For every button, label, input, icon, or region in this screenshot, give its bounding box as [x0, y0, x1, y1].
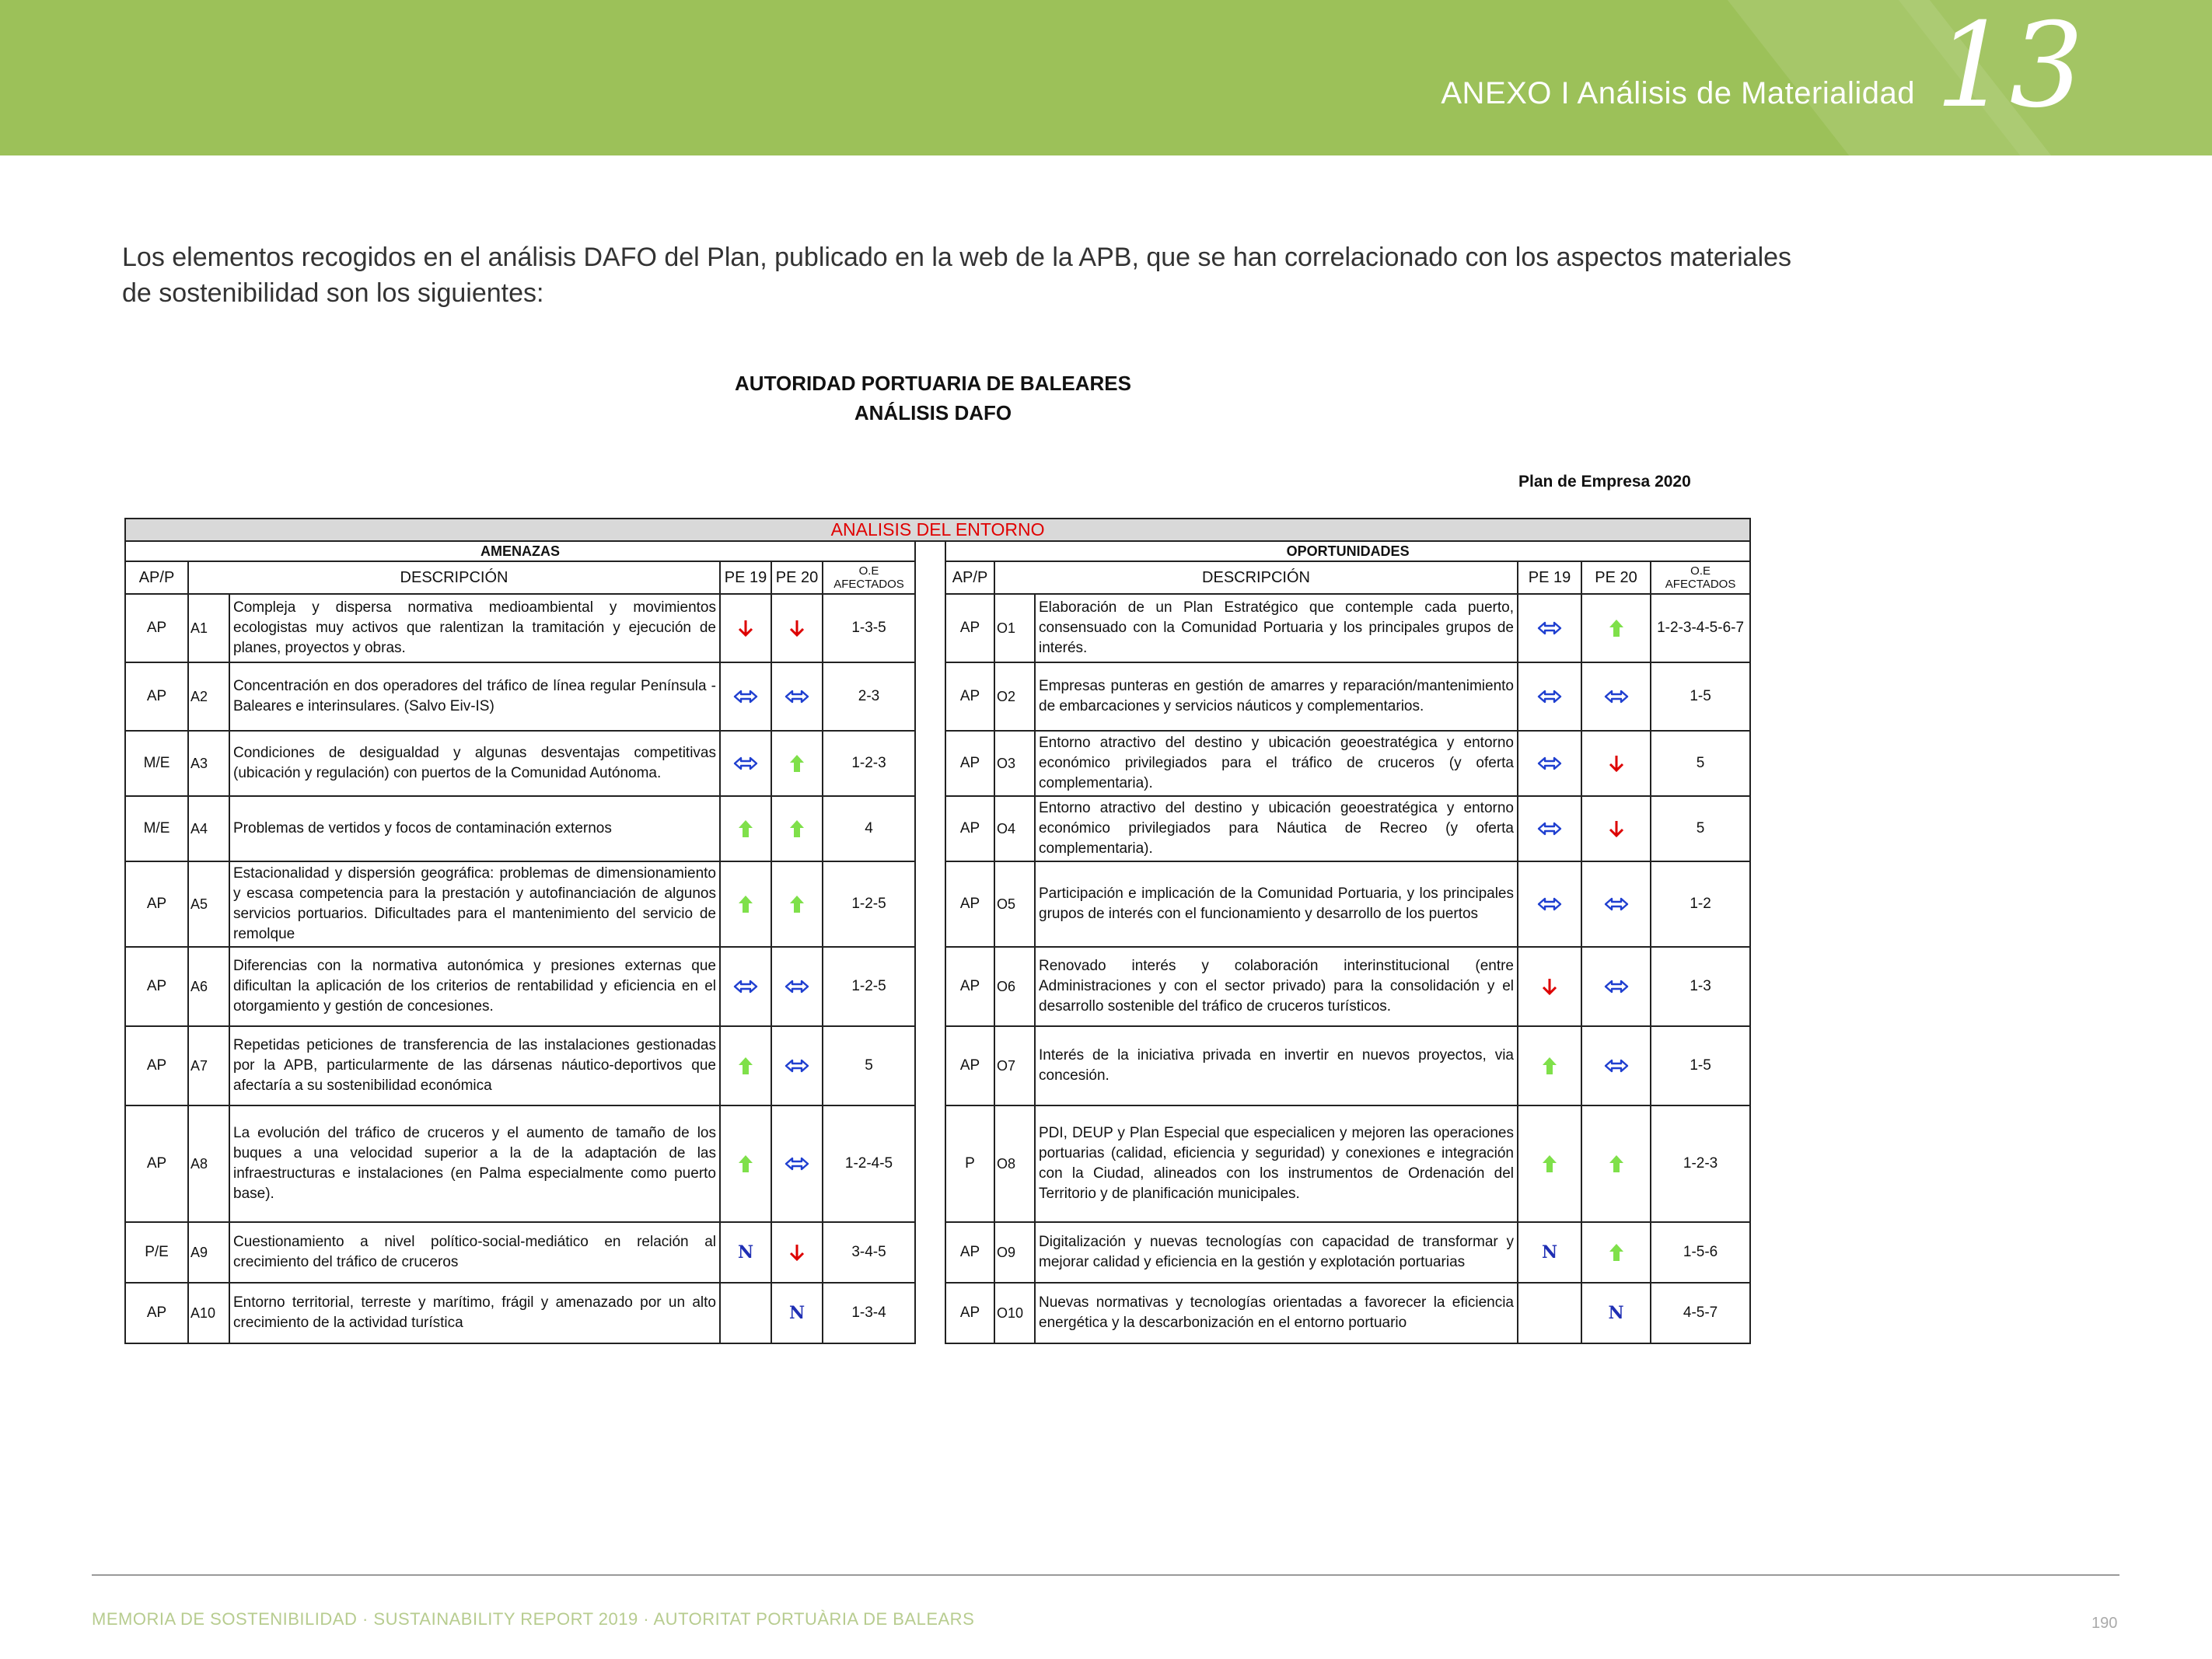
oportunidad-pe19 [1518, 1026, 1581, 1105]
amenaza-code: A4 [188, 796, 229, 861]
column-gap [915, 541, 945, 561]
oportunidad-pe19 [1518, 1222, 1581, 1283]
oportunidad-pe19 [1518, 861, 1581, 947]
down-arrow-icon [1608, 819, 1625, 838]
column-gap [915, 1105, 945, 1222]
table-row [125, 1105, 1750, 1222]
band-title: ANALISIS DEL ENTORNO [125, 519, 1750, 541]
oportunidad-description: Entorno atractivo del destino y ubicación geoestratégica y entorno económico privilegiados para el tráfico de cruceros (y oferta complementaria). [1035, 731, 1518, 796]
up-arrow-icon [1542, 1057, 1557, 1075]
amenaza-oe-afectados: 3-4-5 [823, 1222, 915, 1283]
oportunidad-code: O2 [994, 662, 1035, 731]
oportunidad-pe19 [1518, 662, 1581, 731]
down-arrow-icon [788, 619, 805, 637]
amenaza-apo: AP [125, 1105, 188, 1222]
oportunidad-code: O1 [994, 594, 1035, 662]
oportunidad-pe20 [1581, 1283, 1651, 1343]
table-row [125, 1026, 1750, 1105]
amenaza-pe20 [771, 594, 823, 662]
col-header-oe: O.E AFECTADOS [823, 561, 915, 594]
double-arrow-icon [785, 690, 809, 704]
intro-paragraph: Los elementos recogidos en el análisis DAFO del Plan, publicado en la web de la APB, que se han correlacionado con los aspectos materiales de sostenibilidad son los siguientes: [122, 243, 1792, 308]
up-arrow-icon [789, 819, 805, 838]
document-title [622, 368, 1244, 428]
oportunidad-code: O3 [994, 731, 1035, 796]
up-arrow-icon [738, 1154, 753, 1173]
col-header-apo: AP/P [945, 561, 994, 594]
oportunidad-apo: AP [945, 731, 994, 796]
oportunidad-pe19 [1518, 796, 1581, 861]
oportunidad-description: Digitalización y nuevas tecnologías con capacidad de transformar y mejorar calidad y eficiencia en la gestión y explotación portuarias [1035, 1222, 1518, 1283]
amenaza-pe19 [720, 1105, 771, 1222]
down-arrow-icon [1541, 977, 1558, 996]
double-arrow-icon [1537, 756, 1562, 770]
oportunidad-pe20 [1581, 1222, 1651, 1283]
chapter-number: 13 [1935, 0, 2084, 134]
table-row [125, 1222, 1750, 1283]
amenaza-description: Repetidas peticiones de transferencia de las instalaciones gestionadas por la APB, particularmente de las dársenas náutico-deportivos que afectaría a su sostenibilidad económica [229, 1026, 720, 1105]
double-arrow-icon [1604, 980, 1629, 994]
oportunidad-oe-afectados: 1-2 [1651, 861, 1750, 947]
table-row [125, 861, 1750, 947]
oportunidad-code: O9 [994, 1222, 1035, 1283]
oportunidad-pe20 [1581, 1026, 1651, 1105]
oportunidad-apo: AP [945, 796, 994, 861]
amenaza-description: Entorno territorial, terreste y marítimo, frágil y amenazado por un alto crecimiento de la actividad turística [229, 1283, 720, 1343]
amenaza-pe19 [720, 1222, 771, 1283]
amenaza-pe20 [771, 861, 823, 947]
table-row [125, 796, 1750, 861]
up-arrow-icon [738, 819, 753, 838]
dafo-table [124, 518, 1751, 1344]
amenaza-oe-afectados: 2-3 [823, 662, 915, 731]
title-line-1: AUTORIDAD PORTUARIA DE BALEARES [735, 372, 1131, 395]
col-header-pe19: PE 19 [720, 561, 771, 594]
oportunidad-description: Renovado interés y colaboración interinstitucional (entre Administraciones y con el sector privado) para la consolidación y el desarrollo sostenible del tráfico de cruceros turísticos. [1035, 947, 1518, 1026]
amenaza-pe20 [771, 1222, 823, 1283]
page-number: 190 [2091, 1615, 2118, 1632]
amenaza-code: A6 [188, 947, 229, 1026]
oportunidad-description: Nuevas normativas y tecnologías orientadas a favorecer la eficiencia energética y la descarbonización en el entorno portuario [1035, 1283, 1518, 1343]
n-letter-icon: N [1608, 1303, 1624, 1323]
footer-divider [92, 1574, 2119, 1576]
amenaza-oe-afectados: 5 [823, 1026, 915, 1105]
oportunidad-apo: AP [945, 1026, 994, 1105]
up-arrow-icon [1609, 1243, 1624, 1262]
col-header-desc: DESCRIPCIÓN [188, 561, 720, 594]
amenaza-pe20 [771, 1105, 823, 1222]
table-row [125, 662, 1750, 731]
down-arrow-icon [1608, 754, 1625, 773]
oportunidad-description: PDI, DEUP y Plan Especial que especialicen y mejoren las operaciones portuarias (calidad, eficiencia y seguridad) y conexiones e integración con la Ciudad, alineados con los instrumentos de Ordenación del Territorio y de planificación municipales. [1035, 1105, 1518, 1222]
amenaza-apo: AP [125, 1283, 188, 1343]
double-arrow-icon [1537, 621, 1562, 635]
amenaza-oe-afectados: 4 [823, 796, 915, 861]
column-gap [915, 861, 945, 947]
oportunidad-description: Entorno atractivo del destino y ubicación geoestratégica y entorno económico privilegiados para Náutica de Recreo (y oferta complementaria). [1035, 796, 1518, 861]
down-arrow-icon [788, 1243, 805, 1262]
oportunidad-oe-afectados: 5 [1651, 731, 1750, 796]
column-gap [915, 594, 945, 662]
section-title: ANEXO I Análisis de Materialidad [1441, 76, 1915, 110]
oportunidad-pe20 [1581, 861, 1651, 947]
double-arrow-icon [1537, 822, 1562, 836]
oportunidad-pe20 [1581, 662, 1651, 731]
double-arrow-icon [1537, 897, 1562, 911]
column-gap [915, 561, 945, 594]
n-letter-icon: N [737, 1242, 754, 1263]
column-gap [915, 796, 945, 861]
oportunidad-oe-afectados: 1-3 [1651, 947, 1750, 1026]
oportunidad-code: O10 [994, 1283, 1035, 1343]
amenaza-apo: AP [125, 947, 188, 1026]
col-header-pe20: PE 20 [1581, 561, 1651, 594]
oportunidad-pe20 [1581, 731, 1651, 796]
oportunidad-oe-afectados: 4-5-7 [1651, 1283, 1750, 1343]
amenaza-apo: P/E [125, 1222, 188, 1283]
amenaza-description: Condiciones de desigualdad y algunas desventajas competitivas (ubicación y regulación) con puertos de la Comunidad Autónoma. [229, 731, 720, 796]
up-arrow-icon [738, 1057, 753, 1075]
oportunidad-pe19 [1518, 1283, 1581, 1343]
amenaza-pe19 [720, 796, 771, 861]
oportunidad-pe20 [1581, 796, 1651, 861]
amenaza-pe20 [771, 1283, 823, 1343]
amenaza-description: Estacionalidad y dispersión geográfica: problemas de dimensionamiento y escasa competencia para la prestación y autofinanciación de algunos servicios portuarios. Dificultades para el mantenimiento del servicio de remolque [229, 861, 720, 947]
col-header-oe: O.E AFECTADOS [1651, 561, 1750, 594]
table-row [125, 594, 1750, 662]
oportunidades-title: OPORTUNIDADES [945, 541, 1750, 561]
double-arrow-icon [785, 1059, 809, 1073]
amenaza-pe19 [720, 947, 771, 1026]
oportunidad-apo: AP [945, 662, 994, 731]
amenaza-oe-afectados: 1-3-5 [823, 594, 915, 662]
up-arrow-icon [1609, 1154, 1624, 1173]
col-header-desc: DESCRIPCIÓN [994, 561, 1518, 594]
up-arrow-icon [789, 754, 805, 773]
up-arrow-icon [789, 895, 805, 913]
down-arrow-icon [737, 619, 754, 637]
oportunidad-pe19 [1518, 594, 1581, 662]
amenaza-apo: AP [125, 1026, 188, 1105]
amenaza-code: A8 [188, 1105, 229, 1222]
oportunidad-pe19 [1518, 731, 1581, 796]
oportunidad-apo: P [945, 1105, 994, 1222]
oportunidad-code: O4 [994, 796, 1035, 861]
amenaza-pe19 [720, 1026, 771, 1105]
amenaza-oe-afectados: 1-2-5 [823, 947, 915, 1026]
amenaza-description: Diferencias con la normativa autonómica y presiones externas que dificultan la aplicación de los criterios de rentabilidad y eficiencia en el otorgamiento y gestión de concesiones. [229, 947, 720, 1026]
plan-label: Plan de Empresa 2020 [1518, 473, 1691, 491]
amenaza-apo: AP [125, 662, 188, 731]
amenaza-apo: AP [125, 861, 188, 947]
page-header [0, 0, 2212, 155]
amenaza-oe-afectados: 1-2-4-5 [823, 1105, 915, 1222]
oportunidad-pe20 [1581, 594, 1651, 662]
col-header-apo: AP/P [125, 561, 188, 594]
n-letter-icon: N [788, 1303, 805, 1323]
amenaza-code: A10 [188, 1283, 229, 1343]
band-row [125, 519, 1750, 541]
amenaza-pe20 [771, 947, 823, 1026]
col-header-pe20: PE 20 [771, 561, 823, 594]
amenaza-code: A1 [188, 594, 229, 662]
up-arrow-icon [1609, 619, 1624, 637]
amenaza-apo: M/E [125, 796, 188, 861]
amenaza-oe-afectados: 1-3-4 [823, 1283, 915, 1343]
double-arrow-icon [1537, 690, 1562, 704]
column-gap [915, 662, 945, 731]
amenaza-code: A5 [188, 861, 229, 947]
oportunidad-apo: AP [945, 594, 994, 662]
amenaza-description: Concentración en dos operadores del tráfico de línea regular Península - Baleares e interinsulares. (Salvo Eiv-IS) [229, 662, 720, 731]
column-gap [915, 731, 945, 796]
oportunidad-apo: AP [945, 947, 994, 1026]
amenaza-pe20 [771, 731, 823, 796]
column-header-row [125, 561, 1750, 594]
double-arrow-icon [733, 980, 758, 994]
table-row [125, 1283, 1750, 1343]
oportunidad-oe-afectados: 1-2-3 [1651, 1105, 1750, 1222]
double-arrow-icon [1604, 690, 1629, 704]
amenaza-apo: AP [125, 594, 188, 662]
double-arrow-icon [785, 1157, 809, 1171]
oportunidad-code: O7 [994, 1026, 1035, 1105]
amenaza-description: Compleja y dispersa normativa medioambiental y movimientos ecologistas muy activos que ralentizan la tramitación y ejecución de planes, proyectos y obras. [229, 594, 720, 662]
amenaza-pe19 [720, 662, 771, 731]
amenaza-code: A7 [188, 1026, 229, 1105]
oportunidad-oe-afectados: 1-5 [1651, 1026, 1750, 1105]
amenaza-pe19 [720, 861, 771, 947]
amenaza-pe20 [771, 796, 823, 861]
col-header-pe19: PE 19 [1518, 561, 1581, 594]
amenaza-apo: M/E [125, 731, 188, 796]
double-arrow-icon [1604, 897, 1629, 911]
oportunidad-description: Participación e implicación de la Comunidad Portuaria, y los principales grupos de interés con el funcionamiento y desarrollo de los puertos [1035, 861, 1518, 947]
amenaza-code: A9 [188, 1222, 229, 1283]
amenaza-pe20 [771, 662, 823, 731]
section-row [125, 541, 1750, 561]
oportunidad-apo: AP [945, 861, 994, 947]
oportunidad-pe19 [1518, 947, 1581, 1026]
oportunidad-description: Interés de la iniciativa privada en invertir en nuevos proyectos, via concesión. [1035, 1026, 1518, 1105]
amenaza-code: A2 [188, 662, 229, 731]
oportunidad-pe19 [1518, 1105, 1581, 1222]
oportunidad-code: O6 [994, 947, 1035, 1026]
oportunidad-oe-afectados: 1-5-6 [1651, 1222, 1750, 1283]
amenaza-pe19 [720, 1283, 771, 1343]
double-arrow-icon [733, 690, 758, 704]
oportunidad-pe20 [1581, 1105, 1651, 1222]
oportunidad-description: Empresas punteras en gestión de amarres y reparación/mantenimiento de embarcaciones y servicios náuticos y complementarios. [1035, 662, 1518, 731]
amenaza-description: La evolución del tráfico de cruceros y el aumento de tamaño de los buques a una velocidad superior a la de la adaptación de las infraestructuras e instalaciones (en Palma especialmente como puerto base). [229, 1105, 720, 1222]
double-arrow-icon [733, 756, 758, 770]
column-gap [915, 1283, 945, 1343]
oportunidad-code: O8 [994, 1105, 1035, 1222]
column-gap [915, 1026, 945, 1105]
up-arrow-icon [1542, 1154, 1557, 1173]
amenaza-oe-afectados: 1-2-5 [823, 861, 915, 947]
table-row [125, 947, 1750, 1026]
amenaza-pe20 [771, 1026, 823, 1105]
oportunidad-pe20 [1581, 947, 1651, 1026]
oportunidad-description: Elaboración de un Plan Estratégico que contemple cada puerto, consensuado con la Comunidad Portuaria y los principales grupos de interés. [1035, 594, 1518, 662]
title-line-2: ANÁLISIS DAFO [854, 401, 1012, 424]
oportunidad-apo: AP [945, 1283, 994, 1343]
oportunidad-oe-afectados: 1-5 [1651, 662, 1750, 731]
column-gap [915, 947, 945, 1026]
amenaza-pe19 [720, 594, 771, 662]
oportunidad-apo: AP [945, 1222, 994, 1283]
amenazas-title: AMENAZAS [125, 541, 915, 561]
amenaza-description: Cuestionamiento a nivel político-social-mediático en relación al crecimiento del tráfico de cruceros [229, 1222, 720, 1283]
column-gap [915, 1222, 945, 1283]
double-arrow-icon [785, 980, 809, 994]
oportunidad-oe-afectados: 5 [1651, 796, 1750, 861]
amenaza-oe-afectados: 1-2-3 [823, 731, 915, 796]
amenaza-pe19 [720, 731, 771, 796]
footer-text: MEMORIA DE SOSTENIBILIDAD · SUSTAINABILITY REPORT 2019 · AUTORITAT PORTUÀRIA DE BALEARS [92, 1609, 975, 1629]
oportunidad-code: O5 [994, 861, 1035, 947]
double-arrow-icon [1604, 1059, 1629, 1073]
amenaza-code: A3 [188, 731, 229, 796]
table-row [125, 731, 1750, 796]
n-letter-icon: N [1541, 1242, 1558, 1263]
oportunidad-oe-afectados: 1-2-3-4-5-6-7 [1651, 594, 1750, 662]
up-arrow-icon [738, 895, 753, 913]
amenaza-description: Problemas de vertidos y focos de contaminación externos [229, 796, 720, 861]
